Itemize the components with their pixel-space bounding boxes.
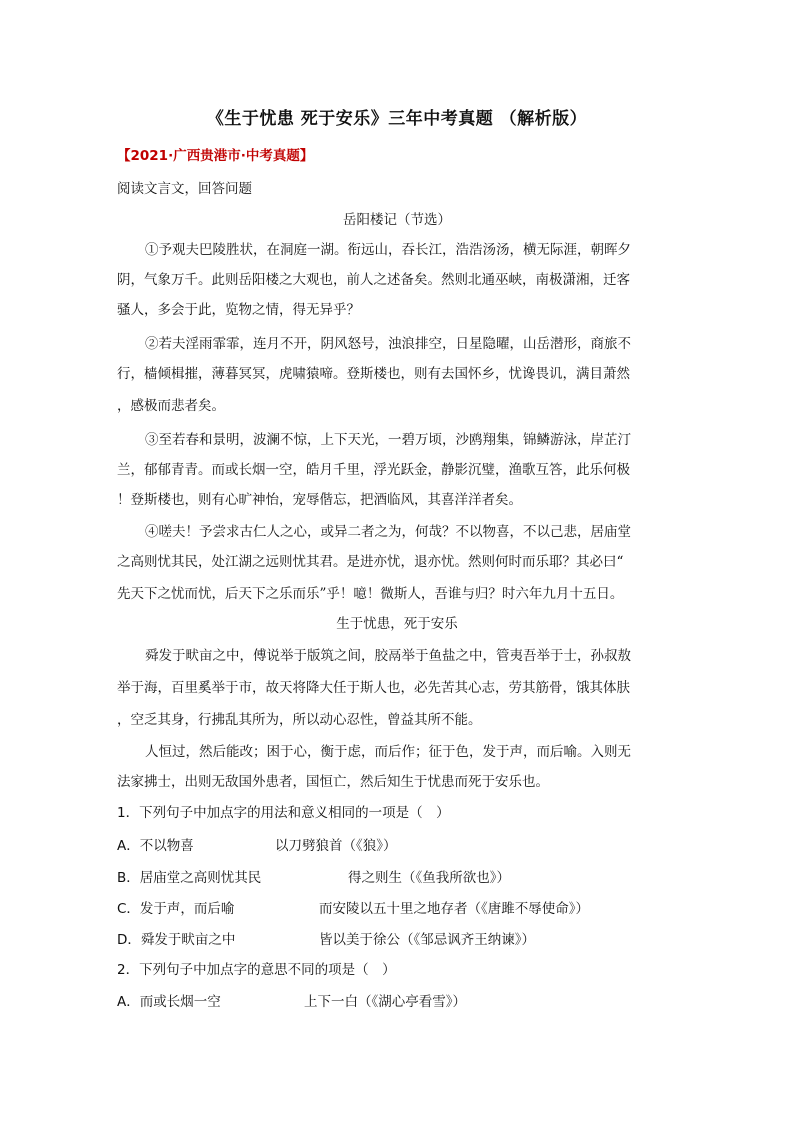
passage1-heading: 岳阳楼记（节选） [343, 212, 451, 228]
option-left-text: B．居庙堂之高则忧其民 [117, 870, 262, 886]
passage2-line: 人恒过，然后能改；困于心，衡于虑，而后作；征于色，发于声，而后喻。入则无 [145, 744, 631, 760]
passage1-line: 先天下之忧而忧，后天下之乐而乐”乎！噫！微斯人，吾谁与归？时六年九月十五日。 [117, 586, 624, 602]
question-stem: 2．下列句子中加点字的意思不同的项是（ ） [117, 962, 396, 978]
passage1-line: 行，樯倾楫摧，薄暮冥冥，虎啸猿啼。登斯楼也，则有去国怀乡，忧谗畏讥，满目萧然 [117, 366, 630, 382]
option-left-text: A．不以物喜 [117, 838, 194, 854]
passage2-line: ，空乏其身，行拂乱其所为，所以动心忍性，曾益其所不能。 [117, 712, 482, 728]
passage1-line: 阴，气象万千。此则岳阳楼之大观也，前人之述备矣。然则北通巫峡，南极潇湘，迁客 [117, 272, 630, 288]
passage1-line: ！登斯楼也，则有心旷神怡，宠辱偕忘，把酒临风，其喜洋洋者矣。 [117, 492, 522, 508]
question-option[interactable] [117, 990, 466, 1010]
option-left-text: D．舜发于畎亩之中 [117, 932, 236, 948]
passage1-line: ①予观夫巴陵胜状，在洞庭一湖。衔远山，吞长江，浩浩汤汤，横无际涯，朝晖夕 [145, 242, 631, 258]
question-stem: 1．下列句子中加点字的用法和意义相同的一项是（ ） [117, 805, 450, 821]
option-right-text: 以刀劈狼首（《狼》） [275, 838, 397, 854]
question-option[interactable] [117, 897, 589, 917]
passage1-line: ③至若春和景明，波澜不惊，上下天光，一碧万顷，沙鸥翔集，锦鳞游泳，岸芷汀 [145, 432, 631, 448]
passage1-line: ④嗟夫！予尝求古仁人之心，或异二者之为，何哉？不以物喜，不以己悲，居庙堂 [145, 524, 631, 540]
question-option[interactable] [117, 866, 510, 886]
passage1-line: 之高则忧其民，处江湖之远则忧其君。是进亦忧，退亦忧。然则何时而乐耶？其必曰“ [117, 554, 624, 570]
question-option[interactable] [117, 928, 535, 948]
passage2-line: 法家拂士，出则无敌国外患者，国恒亡，然后知生于忧患而死于安乐也。 [117, 774, 549, 790]
option-left-text: A．而或长烟一空 [117, 994, 221, 1010]
passage1-line: 骚人，多会于此，览物之情，得无异乎？ [117, 302, 360, 318]
option-right-text: 而安陵以五十里之地存者（《唐雎不辱使命》） [319, 901, 589, 917]
option-right-text: 得之则生（《鱼我所欲也》） [348, 870, 510, 886]
question-option[interactable] [117, 834, 397, 854]
passage1-line: ，感极而悲者矣。 [117, 398, 225, 414]
passage1-line: 兰，郁郁青青。而或长烟一空，皓月千里，浮光跃金，静影沉璧，渔歌互答，此乐何极 [117, 462, 630, 478]
option-left-text: C．发于声，而后喻 [117, 901, 235, 917]
passage2-line: 举于海，百里奚举于市，故天将降大任于斯人也，必先苦其心志，劳其筋骨，饿其体肤 [117, 680, 630, 696]
document-title: 《生于忧患 死于安乐》三年中考真题 （解析版） [206, 109, 588, 129]
passage1-line: ②若夫淫雨霏霏，连月不开，阴风怒号，浊浪排空，日星隐曜，山岳潜形，商旅不 [145, 336, 631, 352]
passage2-line: 舜发于畎亩之中，傅说举于版筑之间，胶鬲举于鱼盐之中，管夷吾举于士，孙叔敖 [145, 648, 631, 664]
question-source-tag: 【2021·广西贵港市·中考真题】 [117, 148, 314, 164]
reading-instruction: 阅读文言文，回答问题 [117, 181, 252, 197]
passage2-heading: 生于忧患，死于安乐 [336, 616, 458, 632]
option-right-text: 上下一白（《湖心亭看雪》） [304, 994, 466, 1010]
option-right-text: 皆以美于徐公（《邹忌讽齐王纳谏》） [319, 932, 535, 948]
